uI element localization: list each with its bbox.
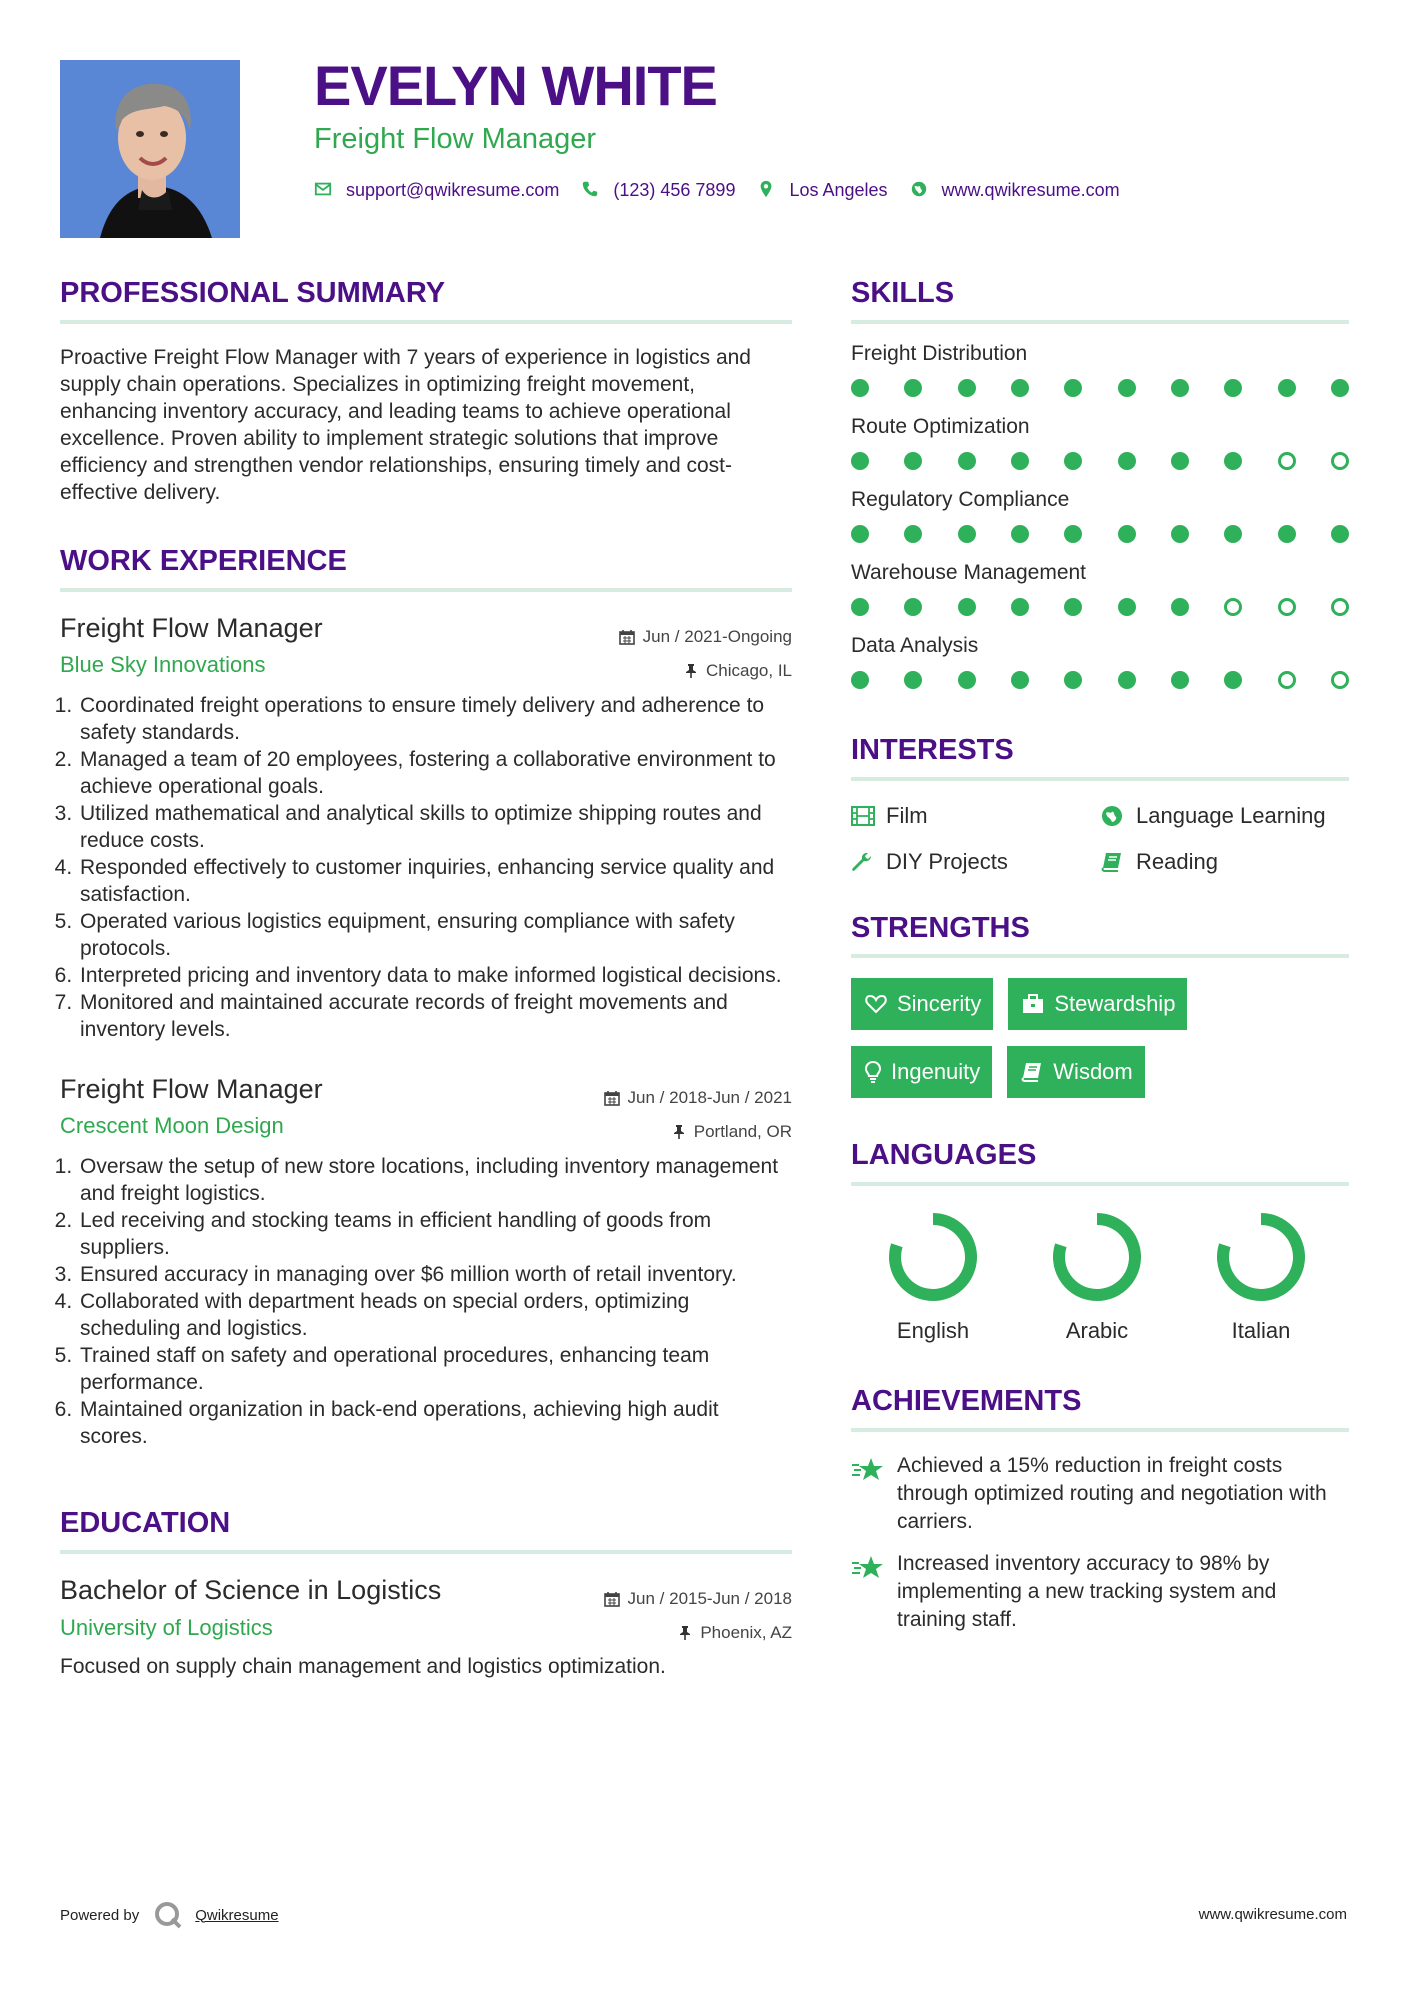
contact-phone[interactable] — [581, 180, 735, 201]
achievement-item — [851, 1452, 1349, 1536]
education-dates-text: Jun / 2015-Jun / 2018 — [627, 1589, 792, 1609]
strength-tag — [1008, 978, 1187, 1030]
wrench-icon — [851, 849, 877, 875]
language-item — [1015, 1210, 1179, 1344]
skill-dot-filled — [958, 379, 976, 397]
strength-label: Ingenuity — [891, 1059, 981, 1085]
skill-dot-filled — [1171, 525, 1189, 543]
job-meta — [619, 620, 792, 688]
list-item: 5. Trained staff on safety and operational procedures, enhancing team performance. — [78, 1342, 792, 1396]
experience-section — [60, 544, 792, 1451]
job-location-text: Portland, OR — [693, 1121, 792, 1141]
skill-dot-filled — [851, 525, 869, 543]
strength-tag — [1007, 1046, 1144, 1098]
star-award-icon — [851, 1550, 897, 1634]
contact-bar — [314, 178, 1142, 202]
languages-list — [851, 1210, 1349, 1344]
summary-text: Proactive Freight Flow Manager with 7 years of experience in logistics and supply chain operations. Specializes in optimizing freight movement, enhancing inventory accuracy, and leading teams to achieve operational excellence. Proven ability to implement strategic solutions that improve efficiency and strengthen vendor relationships, ensuring timely and cost-effective delivery. — [60, 345, 751, 504]
globe-icon — [910, 180, 930, 200]
skill-name: Warehouse Management — [851, 560, 1087, 584]
achievements-section — [851, 1384, 1349, 1634]
candidate-title: Freight Flow Manager — [314, 123, 597, 155]
experience-heading: WORK EXPERIENCE — [60, 544, 347, 577]
job-meta — [604, 1081, 792, 1149]
summary-heading: PROFESSIONAL SUMMARY — [60, 277, 446, 309]
powered-by-text: Powered by — [60, 1906, 140, 1924]
job-role: Freight Flow Manager — [60, 1073, 323, 1104]
star-award-icon — [851, 1452, 897, 1536]
skill-item — [851, 342, 1349, 397]
skill-dot-filled — [1118, 379, 1136, 397]
skill-dot-filled — [1224, 379, 1242, 397]
skill-dot-filled — [1118, 671, 1136, 689]
skill-dot-filled — [1118, 598, 1136, 616]
achievement-text: Increased inventory accuracy to 98% by implementing a new tracking system and training staff. — [897, 1551, 1277, 1631]
skill-item — [851, 634, 1349, 689]
calendar-icon — [604, 1591, 620, 1607]
heart-icon — [865, 994, 887, 1014]
skill-dot-empty — [1278, 452, 1296, 470]
skill-dot-filled — [1064, 379, 1082, 397]
skill-dot-filled — [1171, 452, 1189, 470]
skill-item — [851, 488, 1349, 543]
skill-dot-empty — [1278, 598, 1296, 616]
skill-dot-filled — [851, 452, 869, 470]
skill-rating — [851, 379, 1349, 397]
summary-section — [60, 276, 792, 506]
strength-tag — [851, 978, 993, 1030]
contact-website-text[interactable]: www.qwikresume.com — [941, 179, 1120, 200]
skill-dot-filled — [1064, 598, 1082, 616]
list-item: 6. Maintained organization in back-end operations, achieving high audit scores. — [78, 1396, 792, 1450]
language-gauge — [1050, 1210, 1144, 1304]
skill-rating — [851, 452, 1349, 470]
contact-website[interactable] — [910, 180, 1120, 201]
skill-dot-filled — [1224, 525, 1242, 543]
section-divider — [60, 1550, 792, 1554]
brand-link[interactable]: Qwikresume — [195, 1906, 279, 1924]
list-item: 1. Oversaw the setup of new store locations, including inventory management and freight logistics. — [78, 1153, 792, 1207]
skill-dot-filled — [904, 671, 922, 689]
section-divider — [60, 320, 792, 324]
job-entry — [60, 1073, 792, 1450]
list-item: 4. Responded effectively to customer inquiries, enhancing service quality and satisfaction. — [78, 854, 792, 908]
skill-dot-filled — [1118, 525, 1136, 543]
skill-dot-filled — [1171, 379, 1189, 397]
strength-label: Sincerity — [897, 991, 982, 1017]
contact-location-text: Los Angeles — [789, 179, 888, 200]
education-entry — [60, 1574, 792, 1678]
contact-email-text[interactable]: support@qwikresume.com — [346, 179, 560, 200]
skill-item — [851, 415, 1349, 470]
interest-label: DIY Projects — [886, 848, 1008, 874]
list-item: 6. Interpreted pricing and inventory data to make informed logistical decisions. — [78, 962, 792, 989]
job-dates-text: Jun / 2018-Jun / 2021 — [627, 1087, 792, 1107]
job-dates — [604, 1081, 792, 1115]
skills-heading: SKILLS — [851, 277, 955, 309]
job-role: Freight Flow Manager — [60, 612, 323, 643]
profile-photo — [60, 60, 240, 238]
education-description: Focused on supply chain management and logistics optimization. — [60, 1654, 666, 1678]
footer-powered-by — [60, 1900, 279, 1930]
globe-icon — [1101, 803, 1127, 829]
job-bullets — [60, 1153, 792, 1450]
skill-name: Regulatory Compliance — [851, 487, 1070, 511]
language-name: Italian — [1231, 1318, 1291, 1344]
pushpin-icon — [684, 663, 698, 679]
envelope-icon — [314, 180, 334, 200]
language-name: Arabic — [1065, 1318, 1129, 1344]
skills-list — [851, 342, 1349, 689]
language-item — [851, 1210, 1015, 1344]
section-divider — [851, 1428, 1349, 1432]
job-company: Crescent Moon Design — [60, 1113, 284, 1139]
skill-dot-filled — [1278, 525, 1296, 543]
skill-dot-filled — [958, 671, 976, 689]
job-dates-text: Jun / 2021-Ongoing — [642, 626, 792, 646]
skill-name: Route Optimization — [851, 414, 1030, 438]
skill-rating — [851, 525, 1349, 543]
footer-website[interactable]: www.qwikresume.com — [1198, 1906, 1347, 1923]
skill-dot-filled — [958, 598, 976, 616]
skill-dot-filled — [1331, 379, 1349, 397]
education-school: University of Logistics — [60, 1614, 273, 1640]
skill-dot-filled — [851, 379, 869, 397]
book-icon — [1101, 849, 1127, 875]
pushpin-icon — [678, 1625, 692, 1641]
skills-section — [851, 276, 1349, 689]
skill-dot-filled — [1064, 452, 1082, 470]
job-location — [604, 1115, 792, 1149]
education-heading: EDUCATION — [60, 1507, 231, 1540]
strength-label: Wisdom — [1053, 1059, 1133, 1085]
skill-rating — [851, 671, 1349, 689]
strengths-section — [851, 911, 1349, 1115]
education-meta — [604, 1582, 792, 1650]
skill-dot-filled — [1011, 452, 1029, 470]
candidate-name: EVELYN WHITE — [314, 54, 717, 117]
job-dates — [619, 620, 792, 654]
skill-dot-empty — [1278, 671, 1296, 689]
skill-dot-filled — [1011, 525, 1029, 543]
list-item: 7. Monitored and maintained accurate records of freight movements and inventory levels. — [78, 989, 792, 1043]
education-location — [604, 1616, 792, 1650]
skill-dot-filled — [1278, 379, 1296, 397]
language-gauge — [1214, 1210, 1308, 1304]
skill-dot-filled — [958, 525, 976, 543]
skill-dot-empty — [1331, 452, 1349, 470]
skill-dot-filled — [1011, 379, 1029, 397]
skill-dot-empty — [1331, 598, 1349, 616]
skill-dot-filled — [1118, 452, 1136, 470]
interest-item — [851, 849, 1101, 875]
interest-item — [1101, 803, 1349, 829]
skill-dot-filled — [1171, 598, 1189, 616]
job-bullets — [60, 692, 792, 1043]
calendar-icon — [619, 629, 635, 645]
skill-dot-filled — [904, 379, 922, 397]
section-divider — [851, 777, 1349, 781]
skill-dot-filled — [851, 598, 869, 616]
language-gauge — [886, 1210, 980, 1304]
right-column — [851, 276, 1349, 1634]
job-company: Blue Sky Innovations — [60, 651, 266, 677]
skill-dot-filled — [1011, 598, 1029, 616]
map-pin-icon — [757, 180, 777, 200]
education-degree: Bachelor of Science in Logistics — [60, 1575, 442, 1606]
languages-heading: LANGUAGES — [851, 1139, 1037, 1172]
book-icon — [1021, 1062, 1043, 1082]
section-divider — [60, 588, 792, 592]
skill-dot-filled — [1064, 525, 1082, 543]
pushpin-icon — [672, 1124, 686, 1140]
skill-dot-filled — [958, 452, 976, 470]
left-column — [60, 276, 792, 1679]
language-name: English — [896, 1318, 970, 1344]
lightbulb-icon — [865, 1061, 881, 1083]
strength-label: Stewardship — [1054, 991, 1176, 1017]
skill-dot-filled — [904, 452, 922, 470]
skill-dot-filled — [1224, 671, 1242, 689]
strengths-heading: STRENGTHS — [851, 911, 1030, 944]
interest-label: Reading — [1136, 848, 1218, 874]
interest-item — [1101, 849, 1349, 875]
achievement-text: Achieved a 15% reduction in freight costs through optimized routing and negotiation with carriers. — [897, 1453, 1327, 1533]
skill-item — [851, 561, 1349, 616]
interests-list — [851, 803, 1349, 875]
section-divider — [851, 320, 1349, 324]
interest-label: Language Learning — [1136, 802, 1326, 828]
achievements-heading: ACHIEVEMENTS — [851, 1385, 1082, 1418]
list-item: 3. Ensured accuracy in managing over $6 million worth of retail inventory. — [78, 1261, 792, 1288]
film-icon — [851, 803, 877, 829]
job-location — [619, 654, 792, 688]
list-item: 1. Coordinated freight operations to ensure timely delivery and adherence to safety standards. — [78, 692, 792, 746]
skill-dot-filled — [1011, 671, 1029, 689]
list-item: 3. Utilized mathematical and analytical skills to optimize shipping routes and reduce costs. — [78, 800, 792, 854]
skill-name: Freight Distribution — [851, 341, 1028, 365]
strength-tag — [851, 1046, 992, 1098]
interest-label: Film — [886, 802, 928, 828]
skill-dot-filled — [1064, 671, 1082, 689]
skill-dot-filled — [1331, 525, 1349, 543]
skill-dot-empty — [1224, 598, 1242, 616]
phone-icon — [581, 180, 601, 200]
interests-section — [851, 733, 1349, 875]
languages-section — [851, 1138, 1349, 1344]
education-location-text: Phoenix, AZ — [700, 1623, 792, 1643]
contact-location — [757, 180, 887, 201]
skill-dot-filled — [904, 525, 922, 543]
education-dates — [604, 1582, 792, 1616]
language-item — [1179, 1210, 1343, 1344]
qwikresume-logo-icon — [153, 1900, 183, 1930]
briefcase-icon — [1022, 994, 1044, 1014]
calendar-icon — [604, 1090, 620, 1106]
skill-dot-filled — [1224, 452, 1242, 470]
job-entry — [60, 612, 792, 1043]
skill-rating — [851, 598, 1349, 616]
list-item: 2. Led receiving and stocking teams in efficient handling of goods from suppliers. — [78, 1207, 792, 1261]
list-item: 5. Operated various logistics equipment, ensuring compliance with safety protocols. — [78, 908, 792, 962]
contact-email[interactable] — [314, 180, 559, 201]
interest-item — [851, 803, 1101, 829]
achievement-item — [851, 1550, 1349, 1634]
skill-dot-filled — [851, 671, 869, 689]
section-divider — [851, 1182, 1349, 1186]
skill-dot-empty — [1331, 671, 1349, 689]
education-section — [60, 1506, 792, 1678]
skill-name: Data Analysis — [851, 633, 979, 657]
list-item: 4. Collaborated with department heads on special orders, optimizing scheduling and logistics. — [78, 1288, 792, 1342]
contact-phone-text[interactable]: (123) 456 7899 — [613, 179, 736, 200]
list-item: 2. Managed a team of 20 employees, fostering a collaborative environment to achieve operational goals. — [78, 746, 792, 800]
skill-dot-filled — [1171, 671, 1189, 689]
strengths-list — [851, 978, 1349, 1114]
skill-dot-filled — [904, 598, 922, 616]
job-location-text: Chicago, IL — [706, 660, 792, 680]
interests-heading: INTERESTS — [851, 733, 1014, 766]
section-divider — [851, 954, 1349, 958]
